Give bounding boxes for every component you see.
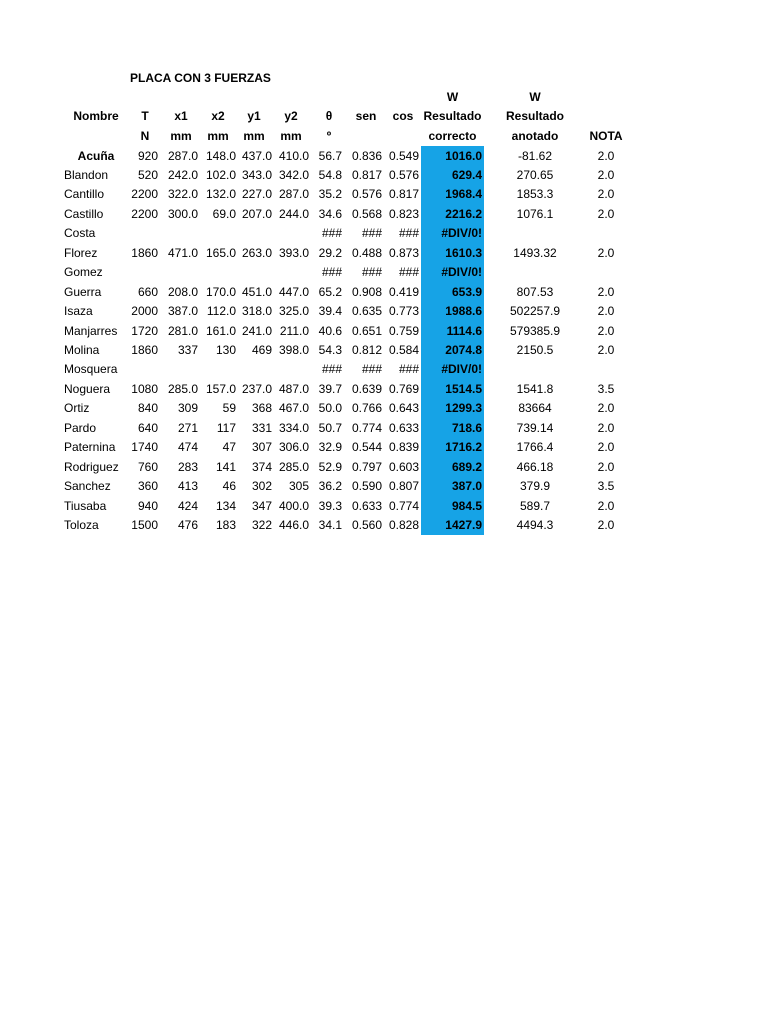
cell-sen: 0.576 bbox=[351, 187, 382, 202]
cell-x2: 157.0 bbox=[205, 381, 236, 396]
cell-x2: 170.0 bbox=[205, 284, 236, 299]
cell-nombre: Isaza bbox=[64, 304, 93, 319]
cell-x1: 309 bbox=[177, 401, 198, 416]
cell-cos: ### bbox=[398, 362, 419, 377]
cell-cos: 0.576 bbox=[388, 167, 419, 182]
cell-cos: ### bbox=[398, 226, 419, 241]
cell-x1: 287.0 bbox=[167, 148, 198, 163]
cell-w-annotated: 2150.5 bbox=[516, 343, 554, 357]
cell-nombre: Florez bbox=[64, 245, 98, 260]
cell-theta: 35.2 bbox=[318, 187, 342, 202]
cell-nota: 2.0 bbox=[597, 167, 615, 182]
cell-w-correct: 1610.3 bbox=[445, 245, 482, 260]
cell-sen: ### bbox=[361, 265, 382, 280]
header-x2-unit: mm bbox=[207, 129, 229, 143]
cell-y1 bbox=[236, 263, 272, 283]
cell-w-correct: 1016.0 bbox=[445, 148, 482, 163]
cell-y2: 305 bbox=[288, 479, 309, 494]
cell-w-annotated: 379.9 bbox=[519, 479, 551, 494]
cell-nota: 2.0 bbox=[597, 323, 615, 338]
cell-w-annotated: 466.18 bbox=[516, 459, 554, 474]
cell-cos: 0.419 bbox=[388, 284, 419, 299]
cell-sen: ### bbox=[361, 362, 382, 377]
cell-x2: 141 bbox=[215, 459, 236, 474]
cell-y2: 393.0 bbox=[278, 245, 309, 260]
cell-w-annotated: 1853.3 bbox=[516, 187, 554, 202]
cell-sen: 0.812 bbox=[351, 343, 382, 357]
cell-x1: 471.0 bbox=[167, 245, 198, 260]
cell-nombre: Noguera bbox=[64, 381, 111, 396]
cell-sen: 0.836 bbox=[351, 148, 382, 163]
cell-cos: 0.807 bbox=[388, 479, 419, 494]
cell-nombre: Pardo bbox=[64, 420, 97, 435]
cell-t: 1740 bbox=[131, 440, 158, 455]
cell-sen: 0.817 bbox=[351, 167, 382, 182]
cell-x1: 283 bbox=[177, 459, 198, 474]
cell-y2: 398.0 bbox=[278, 343, 309, 357]
cell-theta: 40.6 bbox=[318, 323, 342, 338]
cell-w-correct: 1514.5 bbox=[445, 381, 482, 396]
cell-x1: 476 bbox=[177, 518, 198, 533]
cell-t: 940 bbox=[137, 498, 158, 513]
cell-nota: 2.0 bbox=[597, 284, 615, 299]
header-w-annotated-3: anotado bbox=[511, 129, 559, 143]
cell-cos: 0.828 bbox=[388, 518, 419, 533]
cell-y2: 285.0 bbox=[278, 459, 309, 474]
cell-y1: 263.0 bbox=[241, 245, 272, 260]
cell-nota: 2.0 bbox=[597, 459, 615, 474]
cell-y2: 306.0 bbox=[278, 440, 309, 455]
cell-y2: 244.0 bbox=[278, 206, 309, 221]
cell-w-annotated: 502257.9 bbox=[509, 304, 561, 319]
cell-nota bbox=[578, 360, 634, 380]
cell-w-correct: 1968.4 bbox=[445, 187, 482, 202]
cell-x2: 161.0 bbox=[205, 323, 236, 338]
cell-sen: 0.590 bbox=[351, 479, 382, 494]
cell-x1: 208.0 bbox=[167, 284, 198, 299]
cell-y1: 437.0 bbox=[241, 148, 272, 163]
cell-w-annotated: 807.53 bbox=[516, 284, 554, 299]
cell-nombre: Sanchez bbox=[64, 479, 111, 494]
header-t: T bbox=[141, 109, 149, 123]
cell-theta: 54.8 bbox=[318, 167, 342, 182]
cell-theta: 50.0 bbox=[318, 401, 342, 416]
cell-nombre: Tiusaba bbox=[64, 498, 107, 513]
cell-x1 bbox=[160, 224, 198, 244]
cell-y2: 287.0 bbox=[278, 187, 309, 202]
cell-w-annotated: 270.65 bbox=[516, 167, 554, 182]
header-nombre: Nombre bbox=[73, 109, 119, 123]
cell-x2 bbox=[198, 263, 236, 283]
cell-x2: 132.0 bbox=[205, 187, 236, 202]
cell-t bbox=[128, 224, 158, 244]
cell-w-correct: #DIV/0! bbox=[441, 362, 482, 377]
cell-w-annotated: 4494.3 bbox=[516, 518, 554, 533]
cell-x2: 148.0 bbox=[205, 148, 236, 163]
header-x1: x1 bbox=[174, 109, 188, 123]
cell-y2: 467.0 bbox=[278, 401, 309, 416]
header-sen: sen bbox=[355, 109, 377, 123]
cell-t: 520 bbox=[137, 167, 158, 182]
cell-theta: 39.7 bbox=[318, 381, 342, 396]
cell-nombre: Guerra bbox=[64, 284, 102, 299]
cell-t: 1080 bbox=[131, 381, 158, 396]
cell-x1: 300.0 bbox=[167, 206, 198, 221]
cell-x1: 337 bbox=[177, 343, 198, 357]
header-y2: y2 bbox=[284, 109, 298, 123]
cell-t: 360 bbox=[137, 479, 158, 494]
cell-w-annotated: 1076.1 bbox=[516, 206, 554, 221]
cell-x2 bbox=[198, 360, 236, 380]
cell-y1: 374 bbox=[251, 459, 272, 474]
cell-x1: 322.0 bbox=[167, 187, 198, 202]
cell-nota: 2.0 bbox=[597, 440, 615, 455]
cell-w-correct: 629.4 bbox=[451, 167, 482, 182]
header-x2: x2 bbox=[211, 109, 225, 123]
cell-y1: 451.0 bbox=[241, 284, 272, 299]
header-theta-unit: º bbox=[326, 129, 332, 143]
cell-cos: 0.773 bbox=[388, 304, 419, 319]
cell-w-correct: 1716.2 bbox=[445, 440, 482, 455]
cell-sen: 0.639 bbox=[351, 381, 382, 396]
cell-t: 920 bbox=[137, 148, 158, 163]
cell-t bbox=[128, 263, 158, 283]
cell-cos: 0.759 bbox=[388, 323, 419, 338]
cell-w-correct: 984.5 bbox=[451, 498, 482, 513]
header-w-correct-2: Resultado bbox=[423, 109, 482, 123]
header-w-correct-3: correcto bbox=[428, 129, 477, 143]
cell-t: 2200 bbox=[131, 187, 158, 202]
cell-nombre: Molina bbox=[64, 343, 100, 357]
cell-theta: 32.9 bbox=[318, 440, 342, 455]
cell-nombre: Gomez bbox=[64, 265, 103, 280]
cell-t: 840 bbox=[137, 401, 158, 416]
cell-w-correct: 1114.6 bbox=[446, 323, 482, 338]
cell-w-correct: 718.6 bbox=[451, 420, 482, 435]
cell-nota: 2.0 bbox=[597, 343, 615, 357]
cell-w-correct: #DIV/0! bbox=[441, 226, 482, 241]
cell-w-correct: 2074.8 bbox=[445, 343, 482, 357]
cell-x2: 165.0 bbox=[205, 245, 236, 260]
cell-sen: 0.908 bbox=[351, 284, 382, 299]
cell-cos: 0.873 bbox=[388, 245, 419, 260]
header-y1-unit: mm bbox=[243, 129, 265, 143]
cell-theta: 50.7 bbox=[318, 420, 342, 435]
cell-x1: 281.0 bbox=[167, 323, 198, 338]
header-x1-unit: mm bbox=[170, 129, 192, 143]
cell-y1: 302 bbox=[251, 479, 272, 494]
cell-nombre: Mosquera bbox=[64, 362, 118, 377]
header-w-correct: W bbox=[446, 90, 459, 104]
cell-t: 1720 bbox=[131, 323, 158, 338]
cell-x2: 134 bbox=[215, 498, 236, 513]
cell-w-annotated: 589.7 bbox=[519, 498, 551, 513]
cell-x2: 183 bbox=[215, 518, 236, 533]
cell-sen: 0.766 bbox=[351, 401, 382, 416]
cell-nota: 2.0 bbox=[597, 420, 615, 435]
cell-nota: 2.0 bbox=[597, 518, 615, 533]
cell-x2: 46 bbox=[222, 479, 236, 494]
cell-y1: 331 bbox=[251, 420, 272, 435]
cell-sen: 0.774 bbox=[351, 420, 382, 435]
cell-y1 bbox=[236, 224, 272, 244]
cell-w-annotated: 83664 bbox=[518, 401, 552, 416]
cell-y1: 343.0 bbox=[241, 167, 272, 182]
cell-nota: 2.0 bbox=[597, 304, 615, 319]
cell-y1: 322 bbox=[251, 518, 272, 533]
cell-nombre: Acuña bbox=[77, 148, 115, 163]
cell-w-correct: 387.0 bbox=[451, 479, 482, 494]
cell-x2: 112.0 bbox=[206, 304, 236, 319]
cell-w-correct: 2216.2 bbox=[445, 206, 482, 221]
cell-y2: 334.0 bbox=[278, 420, 309, 435]
cell-t: 1860 bbox=[131, 245, 158, 260]
cell-cos: 0.549 bbox=[388, 148, 419, 163]
cell-y2: 410.0 bbox=[278, 148, 309, 163]
cell-w-correct: 1299.3 bbox=[445, 401, 482, 416]
cell-w-annotated bbox=[502, 360, 568, 380]
cell-theta: 39.4 bbox=[318, 304, 342, 319]
cell-nota bbox=[578, 263, 634, 283]
cell-w-correct: #DIV/0! bbox=[441, 265, 482, 280]
cell-x1: 285.0 bbox=[167, 381, 198, 396]
cell-x1 bbox=[160, 263, 198, 283]
cell-x1: 271 bbox=[177, 420, 198, 435]
cell-y2: 400.0 bbox=[278, 498, 309, 513]
cell-theta: 65.2 bbox=[318, 284, 342, 299]
cell-y2: 325.0 bbox=[278, 304, 309, 319]
cell-sen: 0.651 bbox=[351, 323, 382, 338]
cell-y1: 318.0 bbox=[241, 304, 272, 319]
cell-w-annotated: 739.14 bbox=[516, 420, 554, 435]
cell-y1: 469 bbox=[251, 343, 272, 357]
cell-w-correct: 653.9 bbox=[451, 284, 482, 299]
cell-nombre: Manjarres bbox=[64, 323, 118, 338]
cell-nota: 2.0 bbox=[597, 498, 615, 513]
cell-t: 660 bbox=[137, 284, 158, 299]
cell-x2: 130 bbox=[215, 343, 236, 357]
cell-t: 2000 bbox=[131, 304, 158, 319]
cell-w-annotated: 1541.8 bbox=[516, 381, 554, 396]
cell-theta: ### bbox=[321, 226, 342, 241]
header-theta: θ bbox=[325, 109, 333, 123]
cell-x1: 387.0 bbox=[167, 304, 198, 319]
cell-nota: 2.0 bbox=[597, 245, 615, 260]
header-nota: NOTA bbox=[589, 129, 623, 143]
cell-nombre: Cantillo bbox=[64, 187, 105, 202]
cell-nombre: Costa bbox=[64, 226, 96, 241]
cell-cos: ### bbox=[398, 265, 419, 280]
cell-sen: 0.797 bbox=[351, 459, 382, 474]
cell-y1: 347 bbox=[251, 498, 272, 513]
cell-x1: 242.0 bbox=[167, 167, 198, 182]
cell-cos: 0.817 bbox=[388, 187, 419, 202]
cell-sen: 0.560 bbox=[351, 518, 382, 533]
cell-nombre: Paternina bbox=[64, 440, 116, 455]
cell-cos: 0.633 bbox=[388, 420, 419, 435]
cell-x2: 69.0 bbox=[212, 206, 236, 221]
cell-sen: 0.568 bbox=[351, 206, 382, 221]
cell-nota: 3.5 bbox=[597, 479, 615, 494]
cell-theta: 54.3 bbox=[318, 343, 342, 357]
cell-w-correct: 1988.6 bbox=[445, 304, 482, 319]
cell-nota: 2.0 bbox=[597, 206, 615, 221]
cell-y1 bbox=[236, 360, 272, 380]
cell-theta: ### bbox=[321, 362, 342, 377]
cell-y1: 227.0 bbox=[241, 187, 272, 202]
cell-nota: 2.0 bbox=[597, 401, 615, 416]
cell-x1: 424 bbox=[177, 498, 198, 513]
cell-y1: 368 bbox=[251, 401, 272, 416]
cell-y2 bbox=[272, 224, 309, 244]
cell-sen: 0.544 bbox=[351, 440, 382, 455]
cell-x2: 47 bbox=[222, 440, 236, 455]
cell-y1: 237.0 bbox=[241, 381, 272, 396]
cell-x1: 413 bbox=[177, 479, 198, 494]
cell-w-annotated: 1493.32 bbox=[513, 245, 557, 260]
cell-theta: 39.3 bbox=[318, 498, 342, 513]
cell-x2 bbox=[198, 224, 236, 244]
cell-nombre: Blandon bbox=[64, 167, 109, 182]
cell-x2: 59 bbox=[222, 401, 236, 416]
cell-y2: 211.0 bbox=[279, 323, 309, 338]
cell-nota: 3.5 bbox=[597, 381, 615, 396]
cell-t: 1860 bbox=[131, 343, 158, 357]
cell-nombre: Toloza bbox=[64, 518, 99, 533]
sheet-title: PLACA CON 3 FUERZAS bbox=[130, 71, 271, 85]
cell-w-annotated: 579385.9 bbox=[509, 323, 561, 338]
cell-nota bbox=[578, 224, 634, 244]
cell-x1 bbox=[160, 360, 198, 380]
cell-y2: 446.0 bbox=[278, 518, 309, 533]
cell-y1: 241.0 bbox=[241, 323, 272, 338]
cell-w-annotated: -81.62 bbox=[517, 148, 553, 163]
cell-cos: 0.823 bbox=[388, 206, 419, 221]
cell-t: 2200 bbox=[131, 206, 158, 221]
cell-theta: 34.1 bbox=[318, 518, 342, 533]
header-y1: y1 bbox=[247, 109, 261, 123]
cell-t: 760 bbox=[137, 459, 158, 474]
cell-nota: 2.0 bbox=[597, 148, 615, 163]
cell-t: 640 bbox=[137, 420, 158, 435]
header-y2-unit: mm bbox=[280, 129, 302, 143]
cell-cos: 0.603 bbox=[388, 459, 419, 474]
cell-y1: 307 bbox=[251, 440, 272, 455]
cell-w-correct: 689.2 bbox=[451, 459, 482, 474]
cell-y1: 207.0 bbox=[241, 206, 272, 221]
cell-cos: 0.643 bbox=[388, 401, 419, 416]
cell-cos: 0.839 bbox=[388, 440, 419, 455]
cell-w-annotated: 1766.4 bbox=[516, 440, 554, 455]
cell-w-annotated bbox=[502, 224, 568, 244]
cell-cos: 0.774 bbox=[388, 498, 419, 513]
cell-nombre: Rodriguez bbox=[64, 459, 119, 474]
cell-y2 bbox=[272, 263, 309, 283]
cell-x1: 474 bbox=[177, 440, 198, 455]
header-cos: cos bbox=[392, 109, 414, 123]
cell-theta: ### bbox=[321, 265, 342, 280]
cell-x2: 117 bbox=[216, 420, 236, 435]
cell-theta: 36.2 bbox=[318, 479, 342, 494]
cell-y2: 487.0 bbox=[278, 381, 309, 396]
cell-w-annotated bbox=[502, 263, 568, 283]
header-w-annotated-2: Resultado bbox=[505, 109, 564, 123]
cell-theta: 56.7 bbox=[318, 148, 342, 163]
cell-sen: 0.488 bbox=[351, 245, 382, 260]
cell-theta: 29.2 bbox=[318, 245, 342, 260]
cell-t: 1500 bbox=[131, 518, 158, 533]
cell-sen: 0.635 bbox=[351, 304, 382, 319]
cell-y2 bbox=[272, 360, 309, 380]
header-w-annotated: W bbox=[529, 90, 541, 104]
cell-y2: 447.0 bbox=[278, 284, 309, 299]
cell-sen: 0.633 bbox=[351, 498, 382, 513]
header-t-unit: N bbox=[140, 129, 150, 143]
cell-nota: 2.0 bbox=[597, 187, 615, 202]
cell-theta: 34.6 bbox=[318, 206, 342, 221]
cell-y2: 342.0 bbox=[278, 167, 309, 182]
cell-cos: 0.584 bbox=[388, 343, 419, 357]
cell-nombre: Castillo bbox=[64, 206, 104, 221]
cell-cos: 0.769 bbox=[388, 381, 419, 396]
cell-w-correct: 1427.9 bbox=[445, 518, 482, 533]
cell-theta: 52.9 bbox=[318, 459, 342, 474]
cell-nombre: Ortiz bbox=[64, 401, 90, 416]
cell-x2: 102.0 bbox=[205, 167, 236, 182]
cell-sen: ### bbox=[361, 226, 382, 241]
cell-t bbox=[128, 360, 158, 380]
